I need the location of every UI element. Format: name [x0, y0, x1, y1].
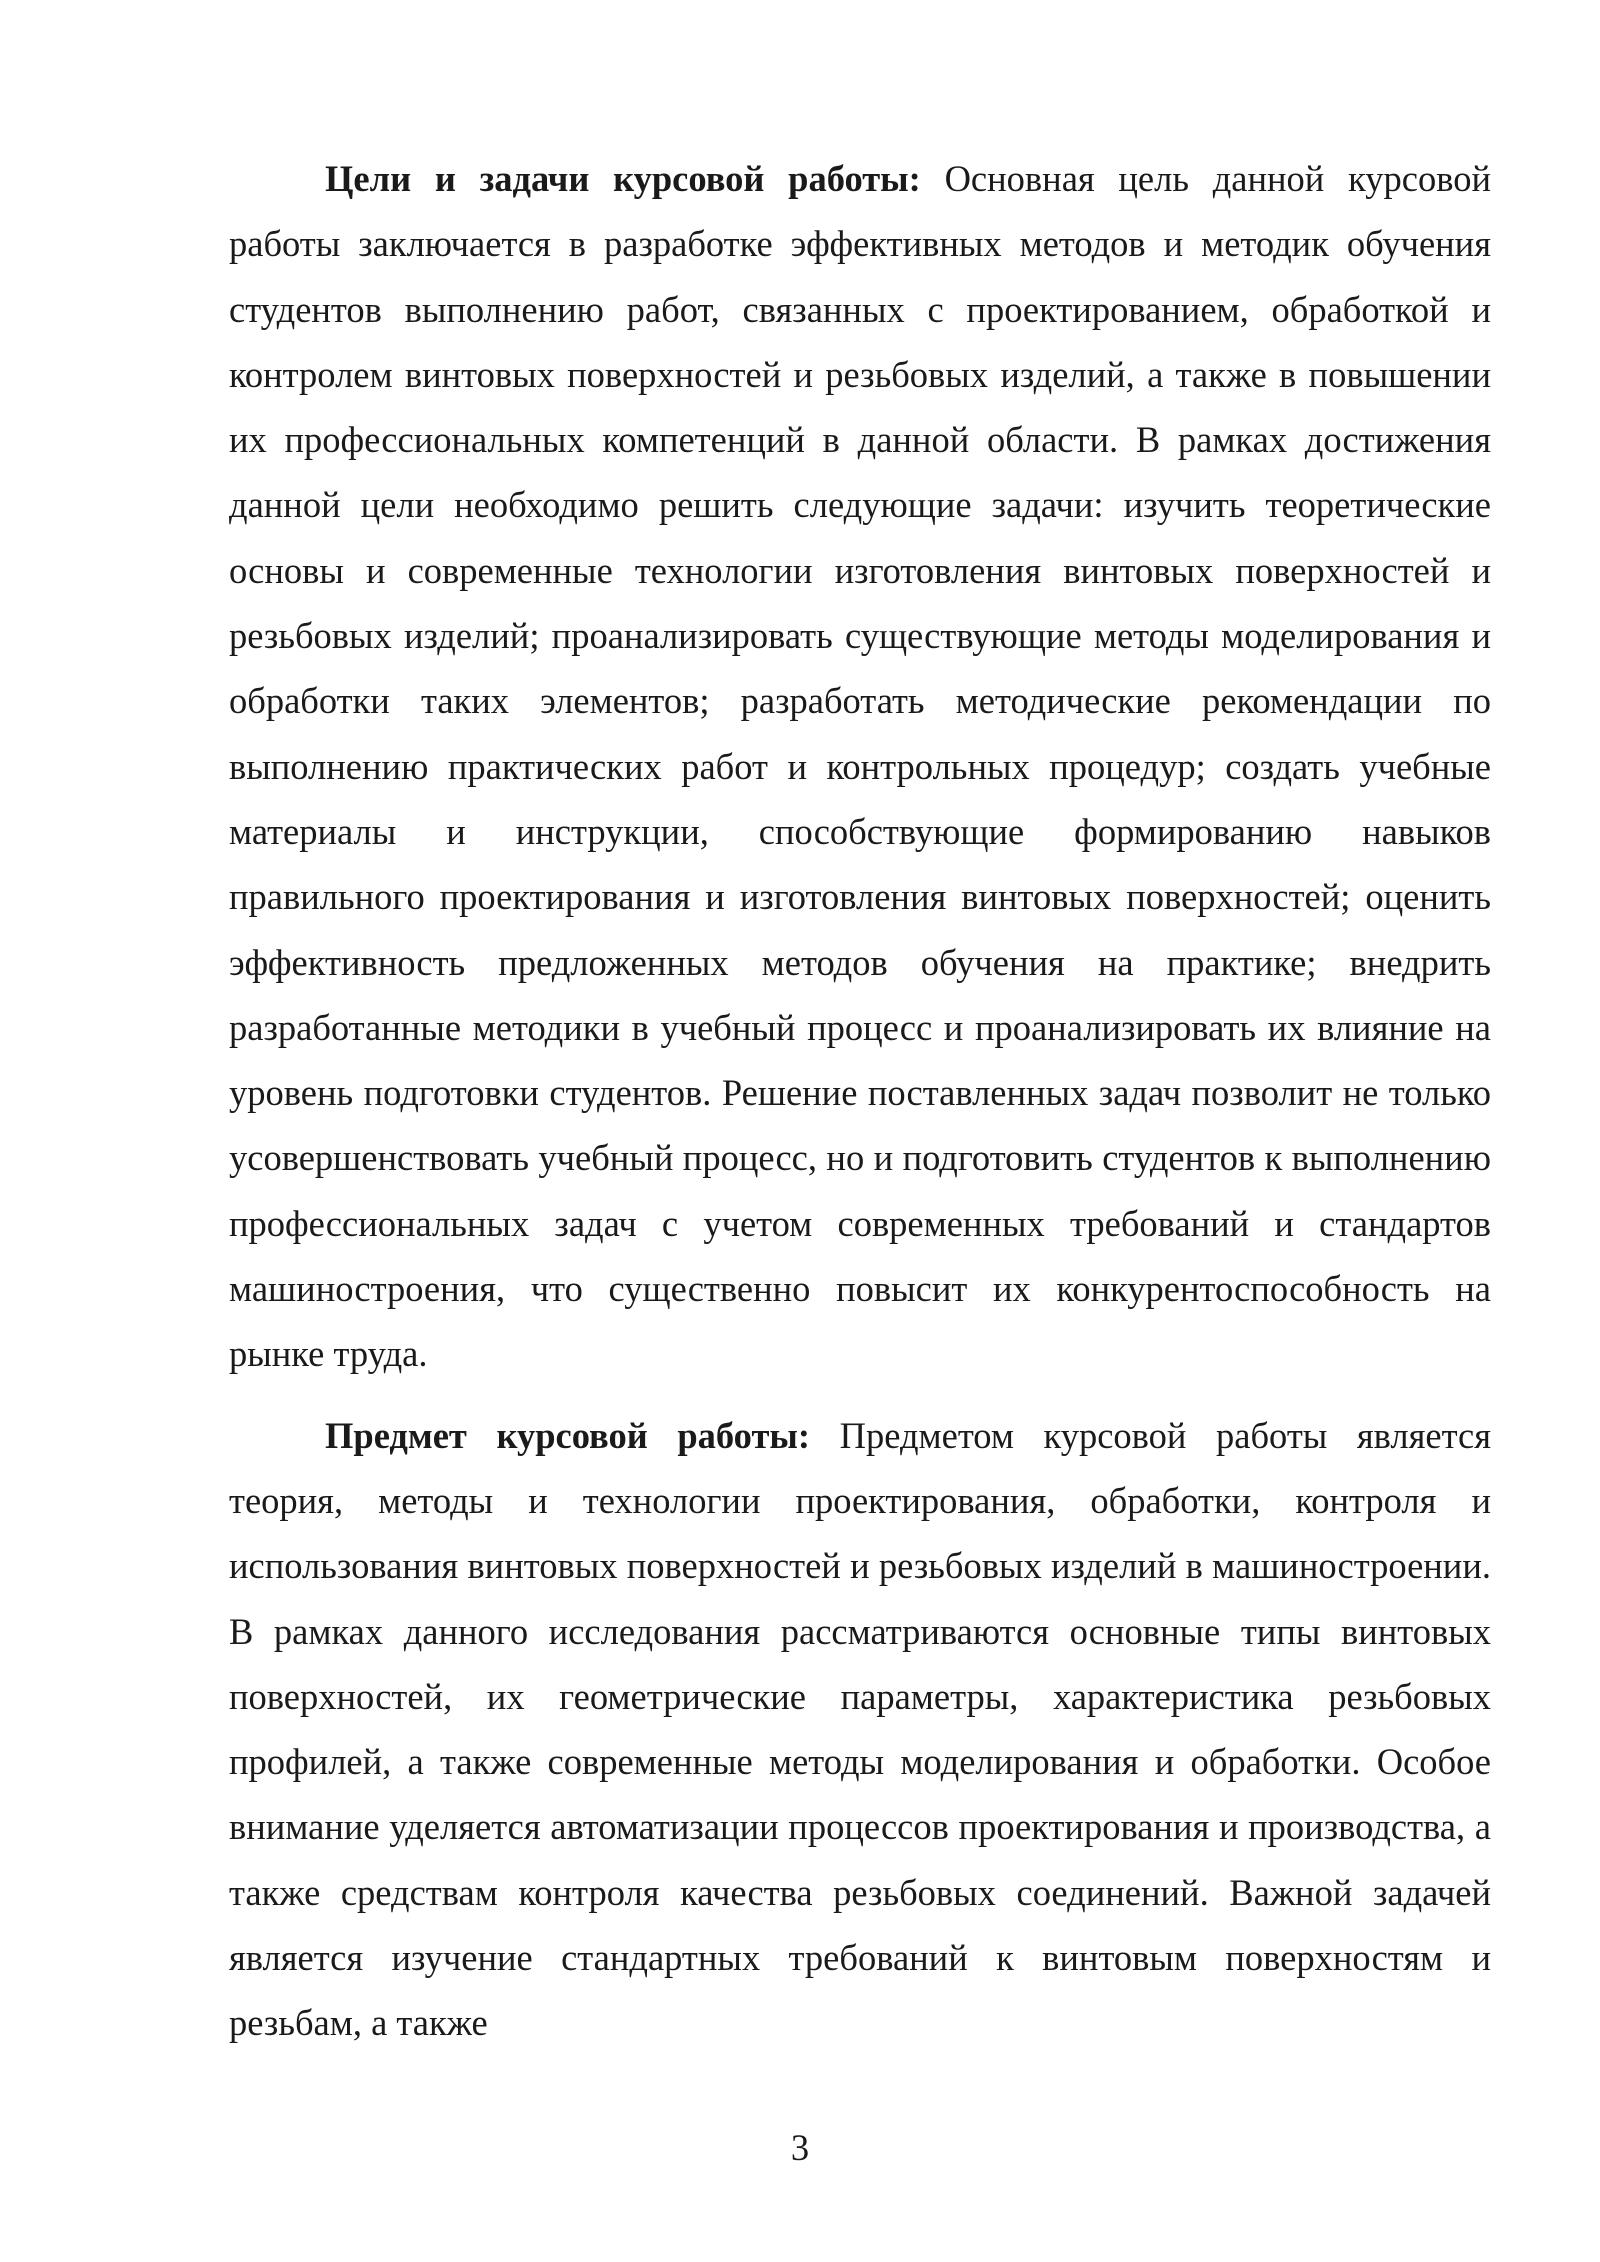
page-number: 3: [790, 2127, 810, 2168]
paragraph-heading: Цели и задачи курсовой работы:: [325, 158, 921, 199]
paragraph-subject: [229, 1403, 1491, 2056]
document-body: [229, 146, 1491, 2056]
paragraph-text: Предметом курсовой работы является теория, методы и технологии проектирования, обработки, контроля и использования винтовых поверхностей и резьбовых изделий в машиностроении. В рамках данного исследования рассматриваются основные типы винтовых поверхностей, их геометрические параметры, характеристика резьбовых профилей, а также современные методы моделирования и обработки. Особое внимание уделяется автоматизации процессов проектирования и производства, а также средствам контроля качества резьбовых соединений. Важной задачей является изучение стандартных требований к винтовым поверхностям и резьбам, а также: [229, 1414, 1492, 2044]
paragraph-heading: Предмет курсовой работы:: [325, 1414, 811, 1456]
paragraph-text: Основная цель данной курсовой работы заключается в разработке эффективных методов и методик обучения студентов выполнению работ, связанных с проектированием, обработкой и контролем винтовых поверхностей и резьбовых изделий, а также в повышении их профессиональных компетенций в данной области. В рамках достижения данной цели необходимо решить следующие задачи: изучить теоретические основы и современные технологии изготовления винтовых поверхностей и резьбовых изделий; проанализировать существующие методы моделирования и обработки таких элементов; разработать методические рекомендации по выполнению практических работ и контрольных процедур; создать учебные материалы и инструкции, способствующие формированию навыков правильного проектирования и изготовления винтовых поверхностей; оценить эффективность предложенных методов обучения на практике; внедрить разработанные методики в учебный процесс и проанализировать их влияние на уровень подготовки студентов. Решение поставленных задач позволит не только усовершенствовать учебный процесс, но и подготовить студентов к выполнению профессиональных задач с учетом современных требований и стандартов машиностроения, что существенно повысит их конкурентоспособность на рынке труда.: [229, 158, 1492, 1375]
paragraph-goals: [229, 146, 1491, 1387]
